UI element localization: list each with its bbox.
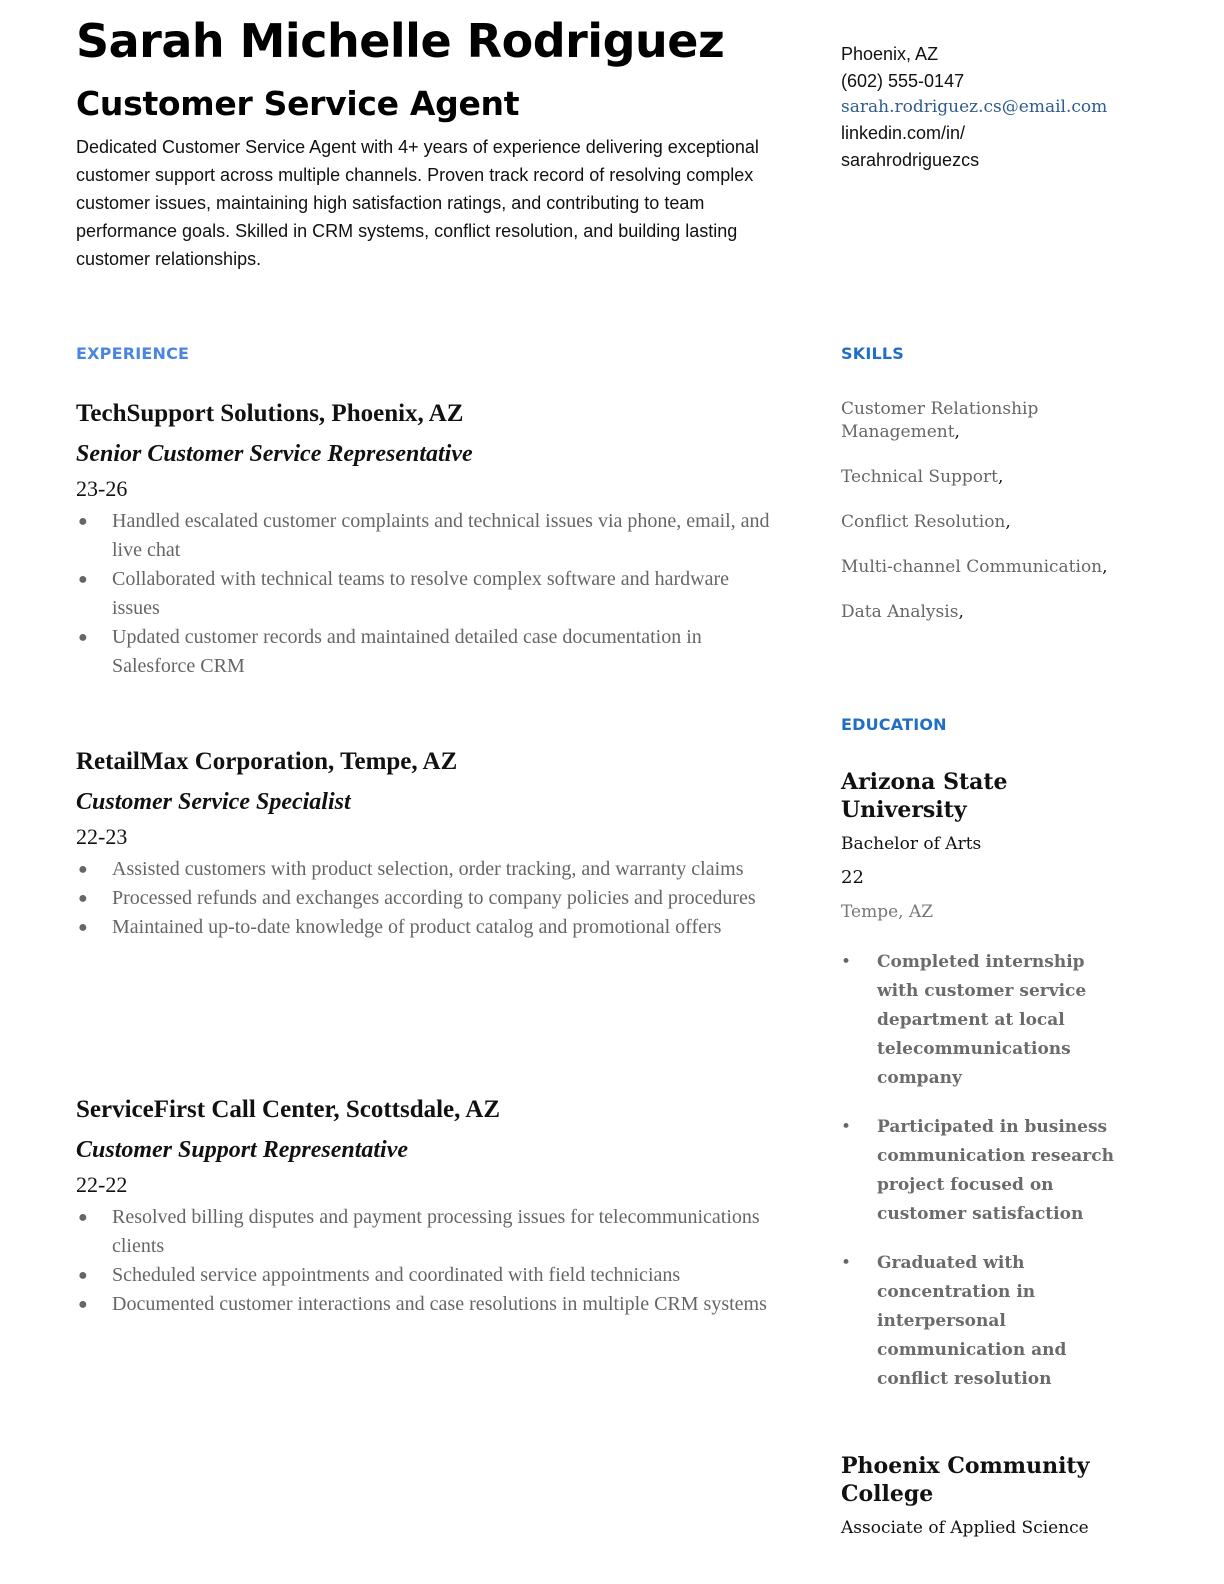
company-name: RetailMax Corporation, Tempe, AZ — [76, 748, 458, 775]
list-item: • Completed internship with customer service department at local telecommunications company — [841, 948, 1116, 1093]
bullet-icon: ● — [78, 571, 88, 588]
list-item: • Participated in business communication research project focused on customer satisfaction — [841, 1113, 1116, 1229]
list-item: ● Handled escalated customer complaints and technical issues via phone, email, and live chat — [76, 507, 776, 565]
list-item: ● Documented customer interactions and case resolutions in multiple CRM systems — [76, 1290, 776, 1319]
contact-email-link[interactable]: sarah.rodriguez.cs@email.com — [841, 97, 1108, 117]
linkedin-line-1: linkedin.com/in/ — [841, 123, 966, 143]
job-title: Customer Service Agent — [76, 84, 520, 123]
bullet-icon: • — [841, 1117, 852, 1137]
contact-location: Phoenix, AZ — [841, 44, 939, 64]
candidate-name: Sarah Michelle Rodriguez — [76, 14, 725, 68]
school-name: Arizona State University — [841, 769, 1008, 823]
bullet-icon: ● — [78, 1296, 88, 1313]
education-entry — [841, 1452, 1116, 1540]
employment-dates: 22-22 — [76, 1172, 128, 1197]
role-title: Customer Service Specialist — [76, 789, 351, 815]
bullet-icon: ● — [78, 861, 88, 878]
responsibilities-list — [76, 1203, 776, 1319]
degree: Associate of Applied Science — [841, 1518, 1089, 1538]
list-item: ● Maintained up-to-date knowledge of product catalog and promotional offers — [76, 913, 776, 942]
list-item: ● Processed refunds and exchanges according to company policies and procedures — [76, 884, 776, 913]
list-item: ● Updated customer records and maintained detailed case documentation in Salesforce CRM — [76, 623, 776, 681]
school-location: Tempe, AZ — [841, 902, 934, 922]
responsibilities-list — [76, 507, 776, 681]
experience-entry — [76, 1095, 776, 1319]
experience-entry — [76, 747, 776, 942]
degree: Bachelor of Arts — [841, 834, 982, 854]
professional-summary: Dedicated Customer Service Agent with 4+ years of experience delivering exceptional customer support across multiple channels. Proven track record of resolving complex customer issues, maintaining high satisfaction ratings, and contributing to team performance goals. Skilled in CRM systems, conflict resolution, and building lasting customer relationships. — [76, 137, 759, 269]
responsibilities-list — [76, 855, 776, 942]
employment-dates: 22-23 — [76, 824, 128, 849]
company-name: ServiceFirst Call Center, Scottsdale, AZ — [76, 1096, 500, 1123]
bullet-icon: ● — [78, 890, 88, 907]
education-heading: EDUCATION — [841, 715, 947, 734]
contact-linkedin-link[interactable] — [841, 120, 1111, 174]
bullet-icon: • — [841, 952, 852, 972]
employment-dates: 23-26 — [76, 476, 128, 501]
company-name: TechSupport Solutions, Phoenix, AZ — [76, 400, 464, 427]
bullet-icon: ● — [78, 629, 88, 646]
bullet-icon: • — [841, 1253, 852, 1273]
skills-heading: SKILLS — [841, 344, 904, 363]
list-item: • Graduated with concentration in interpersonal communication and conflict resolution — [841, 1249, 1116, 1394]
bullet-icon: ● — [78, 919, 88, 936]
linkedin-line-2: sarahrodriguezcs — [841, 150, 980, 170]
bullet-icon: ● — [78, 1209, 88, 1226]
school-name: Phoenix Community College — [841, 1453, 1090, 1507]
skill-item: Customer Relationship Management, — [841, 399, 1039, 442]
skills-list — [841, 398, 1111, 646]
education-entry — [841, 768, 1116, 1414]
list-item: ● Collaborated with technical teams to resolve complex software and hardware issues — [76, 565, 776, 623]
list-item: ● Scheduled service appointments and coordinated with field technicians — [76, 1261, 776, 1290]
skill-item: Data Analysis, — [841, 602, 964, 622]
skill-item: Multi-channel Communication, — [841, 557, 1108, 577]
experience-heading: EXPERIENCE — [76, 344, 190, 363]
skill-item: Technical Support, — [841, 467, 1004, 487]
contact-phone[interactable]: (602) 555-0147 — [841, 71, 965, 91]
graduation-year: 22 — [841, 867, 864, 888]
role-title: Senior Customer Service Representative — [76, 441, 473, 467]
bullet-icon: ● — [78, 1267, 88, 1284]
list-item: ● Assisted customers with product selection, order tracking, and warranty claims — [76, 855, 776, 884]
education-highlights — [841, 948, 1116, 1394]
contact-info — [841, 41, 1111, 174]
bullet-icon: ● — [78, 513, 88, 530]
skill-item: Conflict Resolution, — [841, 512, 1011, 532]
experience-entry — [76, 399, 776, 681]
list-item: ● Resolved billing disputes and payment processing issues for telecommunications clients — [76, 1203, 776, 1261]
role-title: Customer Support Representative — [76, 1137, 409, 1163]
